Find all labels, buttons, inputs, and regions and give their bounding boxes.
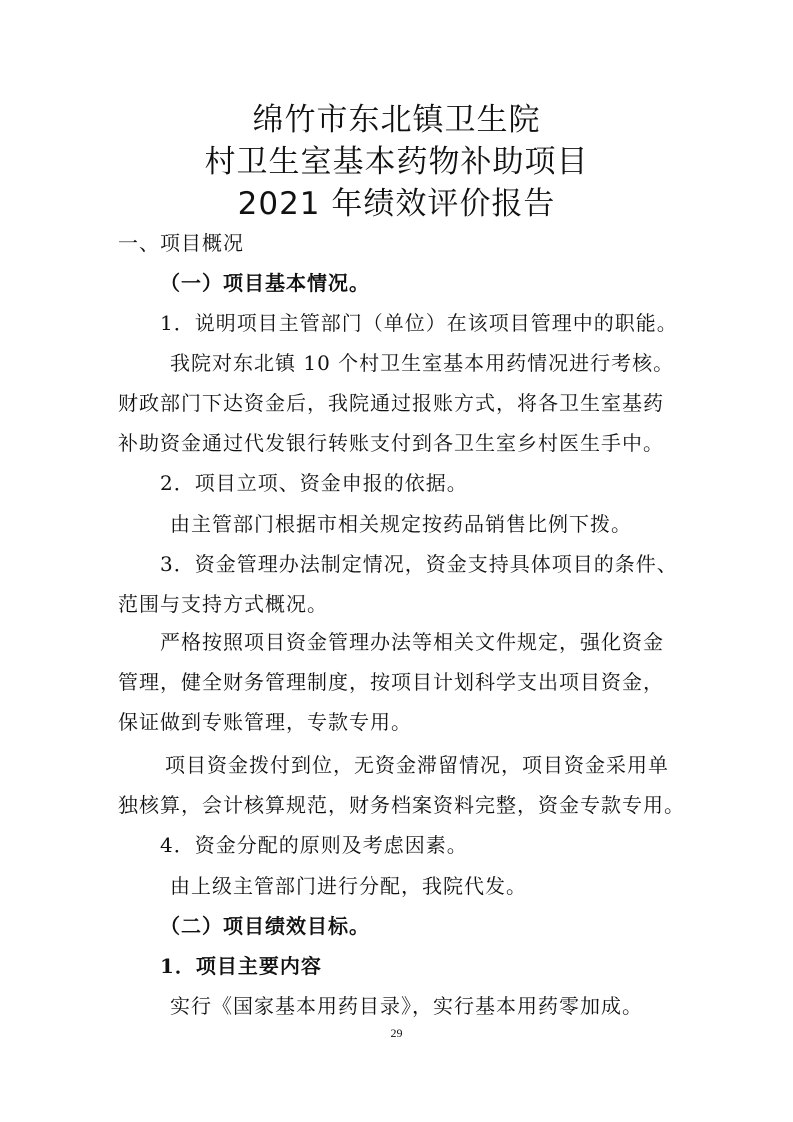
item-1-paragraph-line: 补助资金通过代发银行转账支付到各卫生室乡村医生手中。 <box>118 431 664 455</box>
item-3-paragraph-1-line: 保证做到专账管理，专款专用。 <box>118 710 412 734</box>
doc-title-line-1: 绵竹市东北镇卫生院 <box>252 102 541 138</box>
subsection-2-heading: （二）项目绩效目标。 <box>160 914 370 938</box>
item-3-title-line: 3．资金管理办法制定情况，资金支持具体项目的条件、 <box>160 552 678 576</box>
section-1-heading: 一、项目概况 <box>118 231 244 255</box>
doc-title-line-2: 村卫生室基本药物补助项目 <box>204 144 589 180</box>
subsection-1-heading: （一）项目基本情况。 <box>160 271 370 295</box>
item-1-paragraph-line: 财政部门下达资金后，我院通过报账方式，将各卫生室基药 <box>118 391 664 415</box>
item-4-title: 4．资金分配的原则及考虑因素。 <box>160 833 468 857</box>
subsection-2-item-1-title: 1．项目主要内容 <box>160 954 322 978</box>
item-1-paragraph-line: 我院对东北镇 10 个村卫生室基本用药情况进行考核。 <box>170 351 675 375</box>
subsection-2-item-1-paragraph: 实行《国家基本用药目录》，实行基本用药零加成。 <box>170 994 643 1018</box>
item-2-paragraph: 由主管部门根据市相关规定按药品销售比例下拨。 <box>170 512 632 536</box>
item-3-title-line: 范围与支持方式概况。 <box>118 592 328 616</box>
item-3-paragraph-2-line: 项目资金拨付到位，无资金滞留情况，项目资金采用单 <box>165 753 669 777</box>
item-3-paragraph-1-line: 管理，健全财务管理制度，按项目计划科学支出项目资金， <box>118 670 664 694</box>
item-3-paragraph-1-line: 严格按照项目资金管理办法等相关文件规定，强化资金 <box>160 630 664 654</box>
item-2-title: 2．项目立项、资金申报的依据。 <box>160 471 468 495</box>
item-1-title: 1．说明项目主管部门（单位）在该项目管理中的职能。 <box>160 311 678 335</box>
doc-title-line-3: 2021 年绩效评价报告 <box>237 186 556 222</box>
page-number: 29 <box>390 1026 403 1040</box>
item-4-paragraph: 由上级主管部门进行分配，我院代发。 <box>170 874 527 898</box>
item-3-paragraph-2-line: 独核算，会计核算规范，财务档案资料完整，资金专款专用。 <box>118 793 685 817</box>
